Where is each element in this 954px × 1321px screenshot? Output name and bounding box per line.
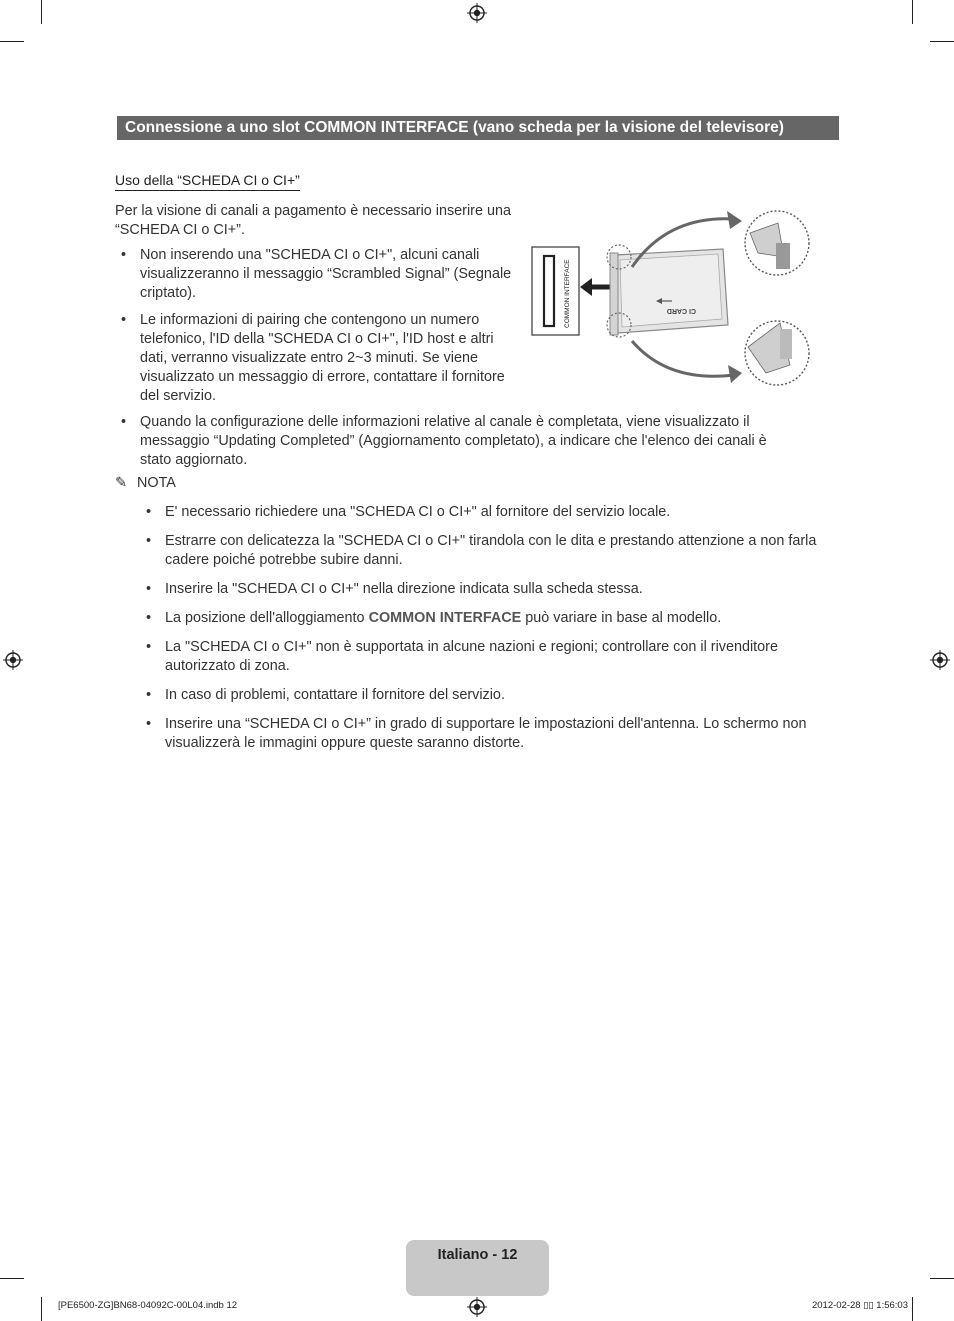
- crop-mark: [912, 1297, 913, 1321]
- list-item: [146, 609, 836, 628]
- footer-timestamp: 2012-02-28 ▯▯ 1:56:03: [811, 1300, 908, 1311]
- list-item: [146, 686, 836, 705]
- list-item: [121, 311, 521, 406]
- list-item-text: Non inserendo una "SCHEDA CI o CI+", alcuni canali visualizzeranno il messaggio “Scrambled Signal” (Segnale criptato).: [140, 247, 512, 301]
- subheading: Uso della “SCHEDA CI o CI+”: [115, 172, 300, 191]
- section-title-bar: Connessione a uno slot COMMON INTERFACE (vano scheda per la visione del televisore): [117, 116, 839, 140]
- crop-mark: [0, 1278, 24, 1279]
- intro-paragraph: Per la visione di canali a pagamento è necessario inserire una “SCHEDA CI o CI+”.: [115, 203, 511, 238]
- registration-mark-icon: [930, 650, 950, 670]
- list-item: [146, 532, 836, 570]
- common-interface-term: COMMON INTERFACE: [368, 610, 522, 626]
- list-item-text: [165, 609, 836, 628]
- registration-mark-icon: [467, 3, 487, 23]
- bullet-icon: •: [146, 504, 152, 520]
- list-item-text: In caso di problemi, contattare il fornitore del servizio.: [165, 687, 505, 703]
- list-item: [121, 246, 521, 303]
- notes-list: [146, 503, 836, 763]
- crop-mark: [930, 41, 954, 42]
- crop-mark: [41, 0, 42, 24]
- ci-card-label: CI CARD: [666, 307, 696, 314]
- bullet-icon: •: [121, 312, 127, 328]
- registration-mark-icon: [467, 1297, 487, 1317]
- list-item-text: La "SCHEDA CI o CI+" non è supportata in alcune nazioni e regioni; controllare con il rivenditore autorizzato di zona.: [165, 639, 778, 674]
- bullet-icon: •: [146, 610, 152, 626]
- crop-mark: [0, 41, 24, 42]
- common-interface-slot-label: COMMON INTERFACE: [564, 259, 571, 328]
- bullet-icon: •: [146, 581, 152, 597]
- list-item: [146, 638, 836, 676]
- registration-mark-icon: [3, 650, 23, 670]
- list-item-text: Inserire la "SCHEDA CI o CI+" nella direzione indicata sulla scheda stessa.: [165, 581, 643, 597]
- bullet-icon: •: [121, 414, 127, 430]
- list-item: [146, 715, 836, 753]
- footer-file-info: [PE6500-ZG]BN68-04092C-00L04.indb 12: [58, 1300, 238, 1311]
- bullet-icon: •: [146, 716, 152, 732]
- bullet-icon: •: [146, 533, 152, 549]
- bullet-icon: •: [146, 687, 152, 703]
- list-item: [146, 503, 836, 522]
- note-heading: [115, 474, 176, 493]
- list-item-text: Le informazioni di pairing che contengono un numero telefonico, l'ID della "SCHEDA CI o CI+", l'ID host e altri dati, verranno visualizzate entro 2~3 minuti. Se viene visualizzato un messaggio di errore, contattare il fornitore del servizio.: [140, 312, 505, 404]
- bullet-icon: •: [146, 639, 152, 655]
- note-text-pre: La posizione dell'alloggiamento: [165, 610, 369, 626]
- pencil-icon: ✎: [115, 475, 128, 491]
- note-label: NOTA: [137, 475, 176, 491]
- crop-mark: [912, 0, 913, 24]
- list-item: [121, 413, 801, 470]
- list-item-text: Inserire una “SCHEDA CI o CI+” in grado di supportare le impostazioni dell'antenna. Lo schermo non visualizzerà le immagini oppure queste saranno distorte.: [165, 716, 807, 751]
- note-text-post: può variare in base al modello.: [521, 610, 722, 626]
- list-item-text: Estrarre con delicatezza la "SCHEDA CI o CI+" tirandola con le dita e prestando attenzione a non farla cadere poiché potrebbe subire danni.: [165, 533, 817, 568]
- ci-card-illustration: [528, 205, 813, 390]
- list-item: [146, 580, 836, 599]
- crop-mark: [930, 1278, 954, 1279]
- list-item-text: E' necessario richiedere una "SCHEDA CI o CI+" al fornitore del servizio locale.: [165, 504, 671, 520]
- crop-mark: [41, 1297, 42, 1321]
- list-item-text: Quando la configurazione delle informazioni relative al canale è completata, viene visualizzato il messaggio “Updating Completed” (Aggiornamento completato), a indicare che l'elenco dei canali è stato aggiornato.: [140, 414, 767, 468]
- bullet-icon: •: [121, 247, 127, 263]
- page-number-tab: Italiano - 12: [406, 1240, 549, 1296]
